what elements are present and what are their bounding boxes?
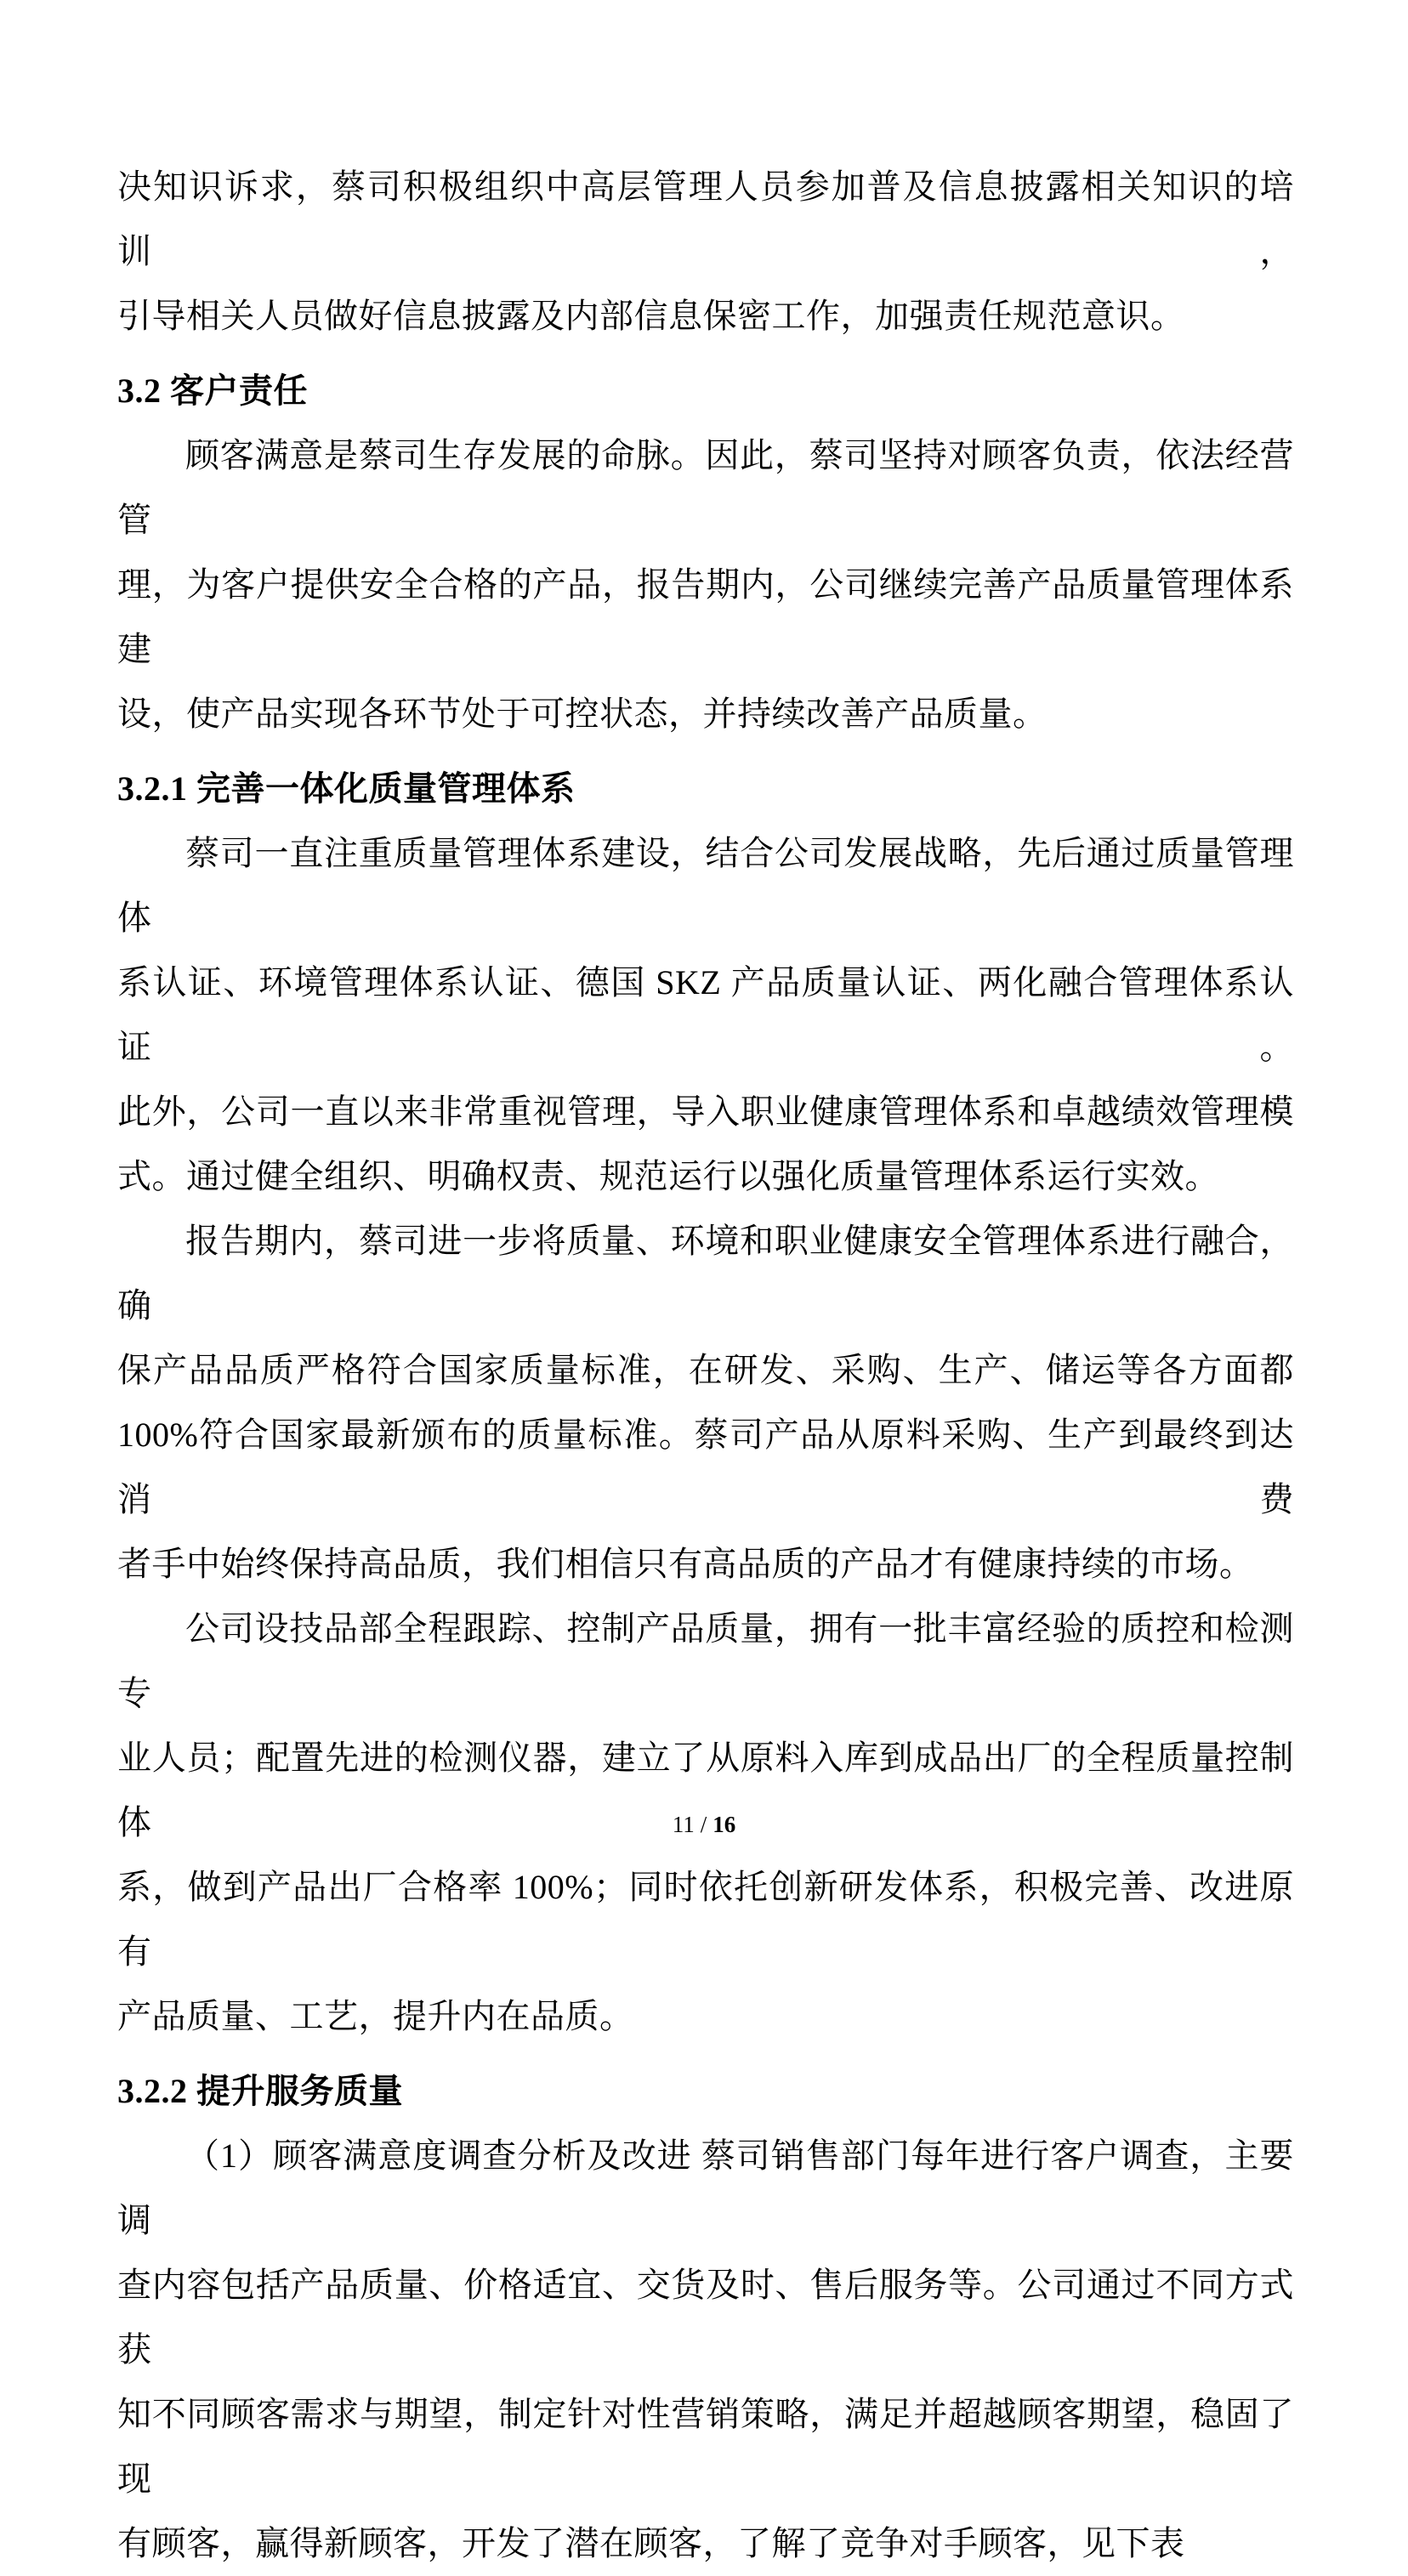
text-line: 式。通过健全组织、明确权责、规范运行以强化质量管理体系运行实效。 xyxy=(117,1157,1219,1195)
text-line: 公司设技品部全程跟踪、控制产品质量，拥有一批丰富经验的质控和检测专 xyxy=(117,1609,1294,1712)
text-line: 有顾客，赢得新顾客，开发了潜在顾客，了解了竞争对手顾客，见下表 xyxy=(117,2524,1185,2562)
text-line: 业人员；配置先进的检测仪器，建立了从原料入库到成品出厂的全程质量控制体 xyxy=(117,1739,1294,1841)
text-line: 系认证、环境管理体系认证、德国 SKZ 产品质量认证、两化融合管理体系认证。 xyxy=(117,963,1294,1066)
page-footer xyxy=(0,1807,1408,1841)
section-heading-3-2-1: 3.2.1 完善一体化质量管理体系 xyxy=(117,769,576,808)
page-number-separator: / xyxy=(700,1812,707,1837)
section-heading-3-2: 3.2 客户责任 xyxy=(117,372,308,410)
text-line: 者手中始终保持高品质，我们相信只有高品质的产品才有健康持续的市场。 xyxy=(117,1545,1254,1583)
text-line: 顾客满意是蔡司生存发展的命脉。因此，蔡司坚持对顾客负责，依法经营管 xyxy=(117,436,1294,539)
text-line: 查内容包括产品质量、价格适宜、交货及时、售后服务等。公司通过不同方式获 xyxy=(117,2266,1294,2369)
text-line: 此外，公司一直以来非常重视管理，导入职业健康管理体系和卓越绩效管理模 xyxy=(117,1092,1294,1131)
text-line: 系，做到产品出厂合格率 100%；同时依托创新研发体系，积极完善、改进原有 xyxy=(117,1868,1294,1971)
text-line: 保产品品质严格符合国家质量标准，在研发、采购、生产、储运等各方面都 xyxy=(117,1351,1294,1389)
section-heading-3-2-2: 3.2.2 提升服务质量 xyxy=(117,2072,403,2110)
page-number-current: 11 xyxy=(672,1812,695,1837)
text-line: 理，为客户提供安全合格的产品，报告期内，公司继续完善产品质量管理体系建 xyxy=(117,565,1294,668)
text-line: 决知识诉求，蔡司积极组织中高层管理人员参加普及信息披露相关知识的培训， xyxy=(117,167,1294,270)
text-line: 设，使产品实现各环节处于可控状态，并持续改善产品质量。 xyxy=(117,695,1047,733)
text-line: 报告期内，蔡司进一步将质量、环境和职业健康安全管理体系进行融合，确 xyxy=(117,1222,1294,1325)
text-line: 引导相关人员做好信息披露及内部信息保密工作，加强责任规范意识。 xyxy=(117,297,1185,335)
page-number-total: 16 xyxy=(713,1812,736,1837)
text-line: 蔡司一直注重质量管理体系建设，结合公司发展战略，先后通过质量管理体 xyxy=(117,834,1294,937)
document-body xyxy=(117,155,1294,2576)
text-line: 100%符合国家最新颁布的质量标准。蔡司产品从原料采购、生产到最终到达消费 xyxy=(117,1416,1294,1518)
text-line: 知不同顾客需求与期望，制定针对性营销策略，满足并超越顾客期望，稳固了现 xyxy=(117,2395,1294,2498)
text-line: 产品质量、工艺，提升内在品质。 xyxy=(117,1997,634,2035)
text-line: （1）顾客满意度调查分析及改进 蔡司销售部门每年进行客户调查，主要调 xyxy=(117,2136,1294,2239)
